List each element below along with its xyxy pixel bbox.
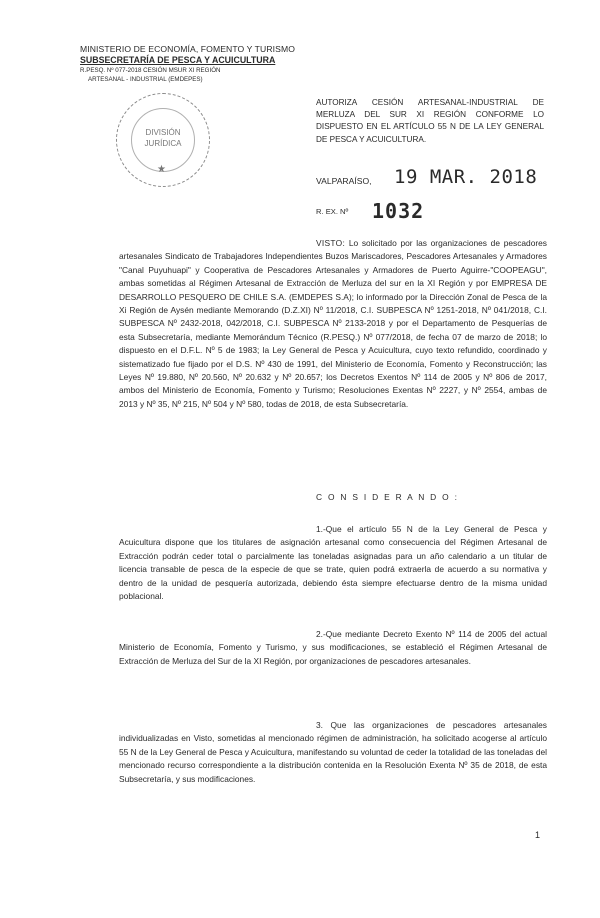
considerando-paragraph-2: 2.-Que mediante Decreto Exento Nº 114 de 2005 del actual Ministerio de Economía, Fomento y Turismo, y sus modificaciones, se estableció el Régimen Artesanal de Extracción de Merluza del Sur de la XI Región, por organizaciones de pescadores artesanales. bbox=[119, 629, 547, 666]
resolution-title: AUTORIZA CESIÓN ARTESANAL-INDUSTRIAL DE MERLUZA DEL SUR XI REGIÓN CONFORME LO DISPUESTO EN EL ARTÍCULO 55 N DE LA LEY GENERAL DE PESCA Y ACUICULTURA. bbox=[316, 98, 544, 144]
resolution-number-label: R. EX. Nº bbox=[316, 207, 349, 216]
reference-line-2: ARTESANAL - INDUSTRIAL (EMDEPES) bbox=[88, 76, 203, 83]
division-juridica-stamp bbox=[116, 93, 210, 187]
ministry-name: MINISTERIO DE ECONOMÍA, FOMENTO Y TURISMO bbox=[80, 44, 295, 54]
resolution-number-stamp: 1032 bbox=[372, 199, 425, 223]
visto-label: VISTO: bbox=[316, 238, 346, 248]
considerando-paragraph-3: 3. Que las organizaciones de pescadores artesanales individualizadas en Visto, sometidas al mencionado régimen de administración, ha solicitado acogerse al artículo 55 N de la Ley General de Pesca y Acuicultura, manifestando su voluntad de ceder la totalidad de las toneladas del mencionado recurso correspondiente a la distribución contenida en la Resolución Exenta Nº 35 de 2018, de esta Subsecretaría, y sus modificaciones. bbox=[119, 720, 547, 784]
considerando-heading: C O N S I D E R A N D O : bbox=[316, 492, 459, 502]
reference-line-1: R.PESQ. Nº 077-2018 CESIÓN MSUR XI REGIÓN bbox=[80, 67, 221, 74]
letterhead bbox=[80, 44, 310, 83]
subsecretaria-name: SUBSECRETARÍA DE PESCA Y ACUICULTURA bbox=[80, 55, 276, 65]
page-number: 1 bbox=[535, 830, 541, 840]
considerando-paragraph-1: 1.-Que el artículo 55 N de la Ley General de Pesca y Acuicultura dispone que los titulares de asignación artesanal como consecuencia del Régimen Artesanal de Extracción podrán ceder total o parcialmente las toneladas asignadas para un año calendario a un titular de licencia transable de pesca de la especie de que se trate, quien podrá extraerla de acuerdo a su normativa y dentro de la unidad de pesquería autorizada, debiendo ésta siempre efectuarse dentro de la misma unidad poblacional. bbox=[119, 524, 547, 602]
stamp-star-icon: ★ bbox=[157, 164, 166, 175]
stamp-text-2: JURÍDICA bbox=[144, 139, 182, 148]
visto-text: Lo solicitado por las organizaciones de pescadores artesanales Sindicato de Trabajadores Independientes Buzos Mariscadores, Pescadores Artesanales y Armadores "Canal Puyuhuapi" y Cooperativa de Pescadores Artesanales y Armadores de Puerto Aguirre-"COOPEAGU", ambas sometidas al Régimen Artesanal de Extracción de Merluza del sur en la XI Región y por EMPRESA DE DESARROLLO PESQUERO DE CHILE S.A. (EMDEPES S.A); lo informado por la Dirección Zonal de Pesca de la Xi Región de Aysén mediante Memorando (D.Z.XI) Nº 11/2018, C.I. SUBPESCA Nº 1251-2018, Nº 041/2018, C.I. SUBPESCA Nº 2432-2018, 042/2018, C.I. SUBPESCA Nº 2133-2018 y por el Departamento de Pesquerías de esta Subsecretaría, mediante Memorándum Técnico (R.PESQ.) Nº 077/2018, de fecha 07 de marzo de 2018; lo dispuesto en el D.F.L. Nº 5 de 1983; la Ley General de Pesca y Acuicultura, cuyo texto refundido, coordinado y sistematizado fue fijado por el D.S. Nº 430 de 1991, del Ministerio de Economía, Fomento y Reconstrucción; las Leyes Nº 19.880, Nº 20.560, Nº 20.632 y Nº 20.657; los Decretos Exentos Nº 114 de 2005 y Nº 806 de 2017, ambos del Ministerio de Economía, Fomento y Turismo; Resoluciones Exentas Nº 2227, y Nº 2554, ambas de 2013 y Nº 35, Nº 215, Nº 504 y Nº 580, todas de 2018, de esta Subsecretaría. bbox=[119, 238, 547, 409]
city-label: VALPARAÍSO, bbox=[316, 176, 372, 186]
stamp-text-1: DIVISIÓN bbox=[145, 128, 181, 137]
resolution-date-stamp: 19 MAR. 2018 bbox=[394, 166, 538, 188]
visto-paragraph bbox=[119, 237, 547, 411]
